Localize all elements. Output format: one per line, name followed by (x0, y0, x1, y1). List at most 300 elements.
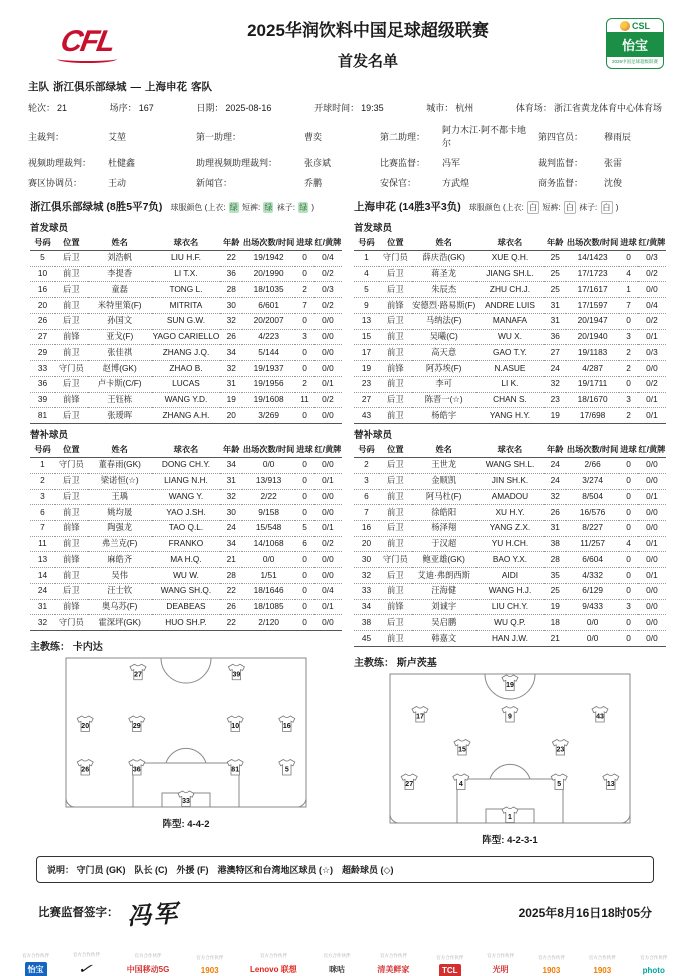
table-header-row (354, 442, 666, 458)
player-cell: 22 (220, 615, 242, 631)
official-label: 视频助理裁判： (28, 158, 92, 168)
player-cell: 2 (619, 408, 638, 424)
kit-socks-chip: 绿 (299, 203, 308, 212)
player-cell: 25 (544, 583, 566, 599)
player-cell: 4 (354, 266, 379, 282)
home-formation-label: 阵型: 4-4-2 (162, 819, 210, 831)
player-cell: 31 (220, 473, 242, 489)
player-cell: 28 (544, 552, 566, 568)
player-cell: 张瑷晖 (88, 408, 152, 424)
player-cell: 0 (295, 458, 314, 474)
column-header: 号码 (30, 235, 55, 251)
table-header-row (354, 235, 666, 251)
sponsor-caption: 官方合作伙伴 (134, 952, 162, 958)
official-value: 杜健鑫 (108, 158, 136, 168)
player-cell: 19 (544, 599, 566, 615)
player-cell: JIN SH.K. (476, 473, 545, 489)
page-title: 2025华润饮料中国足球超级联赛 (247, 21, 489, 40)
player-cell: TAO Q.L. (152, 521, 221, 537)
player-cell: 34 (220, 536, 242, 552)
player-cell: 6/601 (242, 298, 295, 314)
kit-shirt-chip: 白 (529, 203, 538, 212)
player-cell: 后卫 (55, 489, 88, 505)
player-cell: 0/0 (638, 505, 666, 521)
player-cell: 81 (30, 408, 55, 424)
sponsor-logo-text: 1903 (593, 965, 612, 975)
player-row (30, 266, 342, 282)
player-cell: HAN J.W. (476, 631, 545, 647)
official-value: 艾堃 (108, 131, 127, 142)
sponsor-caption: 官方合作伙伴 (259, 952, 287, 958)
player-cell: 0/0 (242, 458, 295, 474)
corner-arc (66, 798, 75, 807)
coach-label: 主教练： (30, 642, 70, 654)
player-cell: 19 (220, 392, 242, 408)
player-cell: 0/0 (566, 615, 619, 631)
player-row (30, 599, 342, 615)
signature-datetime: 2025年8月16日18时05分 (518, 905, 652, 920)
player-cell: 0/0 (638, 458, 666, 474)
player-cell: 阿马杜(F) (412, 489, 476, 505)
player-cell: GAO T.Y. (476, 345, 545, 361)
official-label: 赛区协调员： (28, 178, 83, 188)
jersey-number: 13 (606, 780, 615, 788)
column-header: 进球 (619, 235, 638, 251)
player-cell: 29 (30, 345, 55, 361)
player-cell: 0 (295, 489, 314, 505)
player-cell: 米特里策(F) (88, 298, 152, 314)
official-value: 冯军 (442, 158, 461, 168)
player-cell: WANG SH.Q. (152, 583, 221, 599)
player-cell: DONG CH.Y. (152, 458, 221, 474)
player-cell: 4 (619, 536, 638, 552)
titles (130, 16, 606, 71)
csl-badge-subtext: 2025中国足球超级联赛 (611, 59, 658, 64)
player-cell: 前锋 (55, 552, 88, 568)
penalty-arc (490, 764, 530, 779)
player-row (30, 298, 342, 314)
player-cell: 31 (220, 376, 242, 392)
player-cell: LI K. (476, 376, 545, 392)
official-value: 张雷 (604, 158, 623, 168)
player-cell: 17/1723 (566, 266, 619, 282)
player-cell: 23 (354, 376, 379, 392)
player-cell: 守门员 (379, 251, 412, 267)
player-cell: 22 (220, 251, 242, 267)
player-cell: YAO J.SH. (152, 505, 221, 521)
player-cell: 17/1617 (566, 282, 619, 298)
player-cell: 20/2007 (242, 313, 295, 329)
player-cell: 徐皓阳 (412, 505, 476, 521)
player-row (354, 583, 666, 599)
table-header-row (30, 235, 342, 251)
player-cell: 5 (295, 521, 314, 537)
player-cell: 前卫 (379, 345, 412, 361)
player-row (30, 489, 342, 505)
player-cell: 26 (220, 599, 242, 615)
player-cell: 27 (30, 329, 55, 345)
player-cell: 45 (354, 631, 379, 647)
sponsor-logo-text: TCL (439, 964, 461, 976)
player-cell: 前锋 (379, 361, 412, 377)
official-label: 商务监督： (538, 178, 584, 188)
player-cell: 0/1 (638, 536, 666, 552)
info-label: 轮次： (28, 103, 56, 113)
player-jersey (227, 716, 243, 732)
player-cell: 11/257 (566, 536, 619, 552)
column-header: 出场次数/时间 (566, 442, 619, 458)
player-cell: 0/0 (638, 521, 666, 537)
jersey-number: 81 (231, 766, 240, 774)
player-cell: 0/2 (314, 298, 342, 314)
player-cell: 0 (295, 408, 314, 424)
player-cell: 6/129 (566, 583, 619, 599)
player-cell: 后卫 (379, 313, 412, 329)
official-value: 沈俊 (604, 178, 623, 188)
jersey-number: 33 (182, 798, 190, 806)
player-row (354, 313, 666, 329)
column-header: 号码 (30, 442, 55, 458)
column-header: 年龄 (220, 235, 242, 251)
away-team-name-text: 上海申花 (354, 201, 396, 213)
player-cell: 0 (295, 505, 314, 521)
player-cell: 后卫 (55, 583, 88, 599)
player-cell: 汪士钦 (88, 583, 152, 599)
player-cell: 30 (220, 298, 242, 314)
player-cell: 前卫 (379, 376, 412, 392)
jersey-number: 5 (557, 780, 562, 788)
player-cell: 11 (30, 536, 55, 552)
player-cell: 0/2 (638, 376, 666, 392)
player-row (30, 251, 342, 267)
official-value: 阿力木江·阿不都卡地尔 (442, 125, 526, 148)
player-cell: 19/1956 (242, 376, 295, 392)
player-cell: 0 (295, 473, 314, 489)
player-cell: CHAN S. (476, 392, 545, 408)
player-cell: 前卫 (55, 345, 88, 361)
info-pair (28, 101, 67, 114)
player-cell: 前卫 (379, 505, 412, 521)
player-cell: 前卫 (55, 298, 88, 314)
player-cell: 1/51 (242, 568, 295, 584)
column-header: 姓名 (88, 442, 152, 458)
column-header: 年龄 (544, 235, 566, 251)
sponsor-logo (487, 953, 514, 976)
sponsor-caption: 官方合作伙伴 (22, 952, 49, 958)
info-value: 杭州 (455, 103, 474, 113)
player-cell: 16 (354, 521, 379, 537)
info-label: 日期： (196, 103, 224, 113)
player-cell: 28 (220, 568, 242, 584)
player-cell: XUE Q.H. (476, 251, 545, 267)
player-cell: 王钰栋 (88, 392, 152, 408)
sponsor-caption: 官方合作伙伴 (379, 952, 407, 958)
player-cell: 后卫 (55, 282, 88, 298)
player-cell: 前锋 (55, 392, 88, 408)
player-cell: 18 (544, 615, 566, 631)
player-row (30, 615, 342, 631)
vs-dash: — (130, 81, 141, 93)
player-cell: 高天意 (412, 345, 476, 361)
player-cell: 31 (544, 313, 566, 329)
jersey-number: 16 (282, 723, 291, 731)
player-cell: 16 (30, 282, 55, 298)
team-columns (0, 191, 690, 846)
player-cell: 杨皓宇 (412, 408, 476, 424)
info-pair (110, 101, 154, 114)
player-cell: 5/144 (242, 345, 295, 361)
player-cell: 0/0 (566, 631, 619, 647)
player-cell: 汪海健 (412, 583, 476, 599)
player-cell: 7 (619, 298, 638, 314)
player-cell: 前锋 (379, 298, 412, 314)
player-cell: 前卫 (379, 631, 412, 647)
player-cell: 20 (30, 298, 55, 314)
official-label: 比赛监督： (380, 158, 426, 168)
player-cell: YANG H.Y. (476, 408, 545, 424)
player-cell: 19 (544, 408, 566, 424)
player-cell: 0 (619, 313, 638, 329)
player-cell: ZHANG J.Q. (152, 345, 221, 361)
player-cell: 24 (30, 583, 55, 599)
player-cell: 20 (354, 536, 379, 552)
jersey-number: 1 (508, 813, 512, 821)
away-pitch (354, 671, 666, 846)
player-cell: 3/274 (566, 473, 619, 489)
player-cell: 后卫 (55, 251, 88, 267)
player-cell: 0/4 (314, 251, 342, 267)
player-cell: WANG H.J. (476, 583, 545, 599)
coach-label: 主教练： (354, 657, 394, 669)
player-cell: 后卫 (379, 266, 412, 282)
player-row (354, 298, 666, 314)
player-cell: WANG Y.D. (152, 392, 221, 408)
column-header: 年龄 (220, 442, 242, 458)
column-header: 号码 (354, 235, 379, 251)
official-value: 方武煌 (442, 178, 470, 188)
player-row (354, 282, 666, 298)
player-cell: 前锋 (55, 329, 88, 345)
player-cell: 13/913 (242, 473, 295, 489)
table-header-row (30, 442, 342, 458)
home-kit-colors (170, 202, 314, 213)
player-row (30, 536, 342, 552)
player-cell: 2 (619, 345, 638, 361)
player-cell: 后卫 (55, 473, 88, 489)
player-cell: 31 (544, 521, 566, 537)
player-jersey (502, 706, 518, 722)
player-row (30, 361, 342, 377)
player-cell: JIANG SH.L. (476, 266, 545, 282)
column-header: 年龄 (544, 442, 566, 458)
official-value: 穆雨辰 (604, 131, 632, 142)
player-cell: 27 (354, 392, 379, 408)
column-header: 姓名 (412, 442, 476, 458)
player-cell: 阿苏埃(F) (412, 361, 476, 377)
player-jersey (401, 774, 417, 790)
player-cell: 19/1711 (566, 376, 619, 392)
sponsor-logo-text: 1903 (542, 965, 561, 975)
player-cell: 0/0 (638, 631, 666, 647)
player-cell: 0 (619, 489, 638, 505)
player-cell: 21 (220, 552, 242, 568)
player-row (354, 505, 666, 521)
player-cell: WANG Y. (152, 489, 221, 505)
player-cell: 0 (619, 583, 638, 599)
player-cell: 0 (619, 568, 638, 584)
column-header: 出场次数/时间 (242, 235, 295, 251)
player-cell: 35 (544, 568, 566, 584)
player-cell: 23 (544, 392, 566, 408)
player-cell: 4/287 (566, 361, 619, 377)
player-cell: 0/4 (314, 583, 342, 599)
player-cell: DEABEAS (152, 599, 221, 615)
official-label: 第一助理： (196, 131, 242, 142)
player-cell: 吴伟 (88, 568, 152, 584)
player-row (30, 408, 342, 424)
kit-prefix: 球服颜色 (上衣: (170, 203, 226, 212)
away-pitch-diagram (384, 671, 636, 829)
away-starters-label: 首发球员 (354, 223, 393, 234)
player-cell: 30 (220, 505, 242, 521)
official-value: 乔鹏 (304, 178, 323, 188)
player-cell: 24 (544, 361, 566, 377)
player-cell: 奥乌苏(F) (88, 599, 152, 615)
away-kit-colors (469, 201, 619, 214)
player-cell: 32 (30, 615, 55, 631)
kit-shorts-chip: 绿 (264, 203, 273, 212)
player-jersey (279, 716, 295, 732)
player-row (30, 329, 342, 345)
player-cell: 43 (354, 408, 379, 424)
player-cell: 朱辰杰 (412, 282, 476, 298)
player-cell: 33 (30, 361, 55, 377)
player-cell: 10 (30, 266, 55, 282)
player-cell: 13 (354, 313, 379, 329)
player-cell: 金顺凯 (412, 473, 476, 489)
player-cell: 0/0 (314, 505, 342, 521)
player-cell: 0/0 (314, 568, 342, 584)
pitch-outline (390, 674, 630, 823)
player-cell: ZHAO B. (152, 361, 221, 377)
player-cell: 3 (619, 329, 638, 345)
home-team-name-text: 浙江俱乐部绿城 (30, 201, 104, 213)
player-cell: 刘诚宇 (412, 599, 476, 615)
player-cell: 19/1937 (242, 361, 295, 377)
column-header: 出场次数/时间 (566, 235, 619, 251)
player-cell: 赵博(GK) (88, 361, 152, 377)
player-cell: 2/22 (242, 489, 295, 505)
player-cell: AIDI (476, 568, 545, 584)
player-cell: 0/0 (638, 599, 666, 615)
player-cell: TONG L. (152, 282, 221, 298)
player-cell: 蒋圣龙 (412, 266, 476, 282)
football-icon (620, 21, 630, 31)
player-row (354, 599, 666, 615)
sponsor-logo (124, 953, 173, 976)
player-cell: 守门员 (379, 552, 412, 568)
player-row (30, 392, 342, 408)
player-cell: 5 (30, 251, 55, 267)
column-header: 号码 (354, 442, 379, 458)
sponsor-caption: 官方合作伙伴 (588, 954, 616, 960)
player-cell: 0/4 (638, 298, 666, 314)
player-jersey (279, 760, 295, 776)
away-subs-table (354, 442, 666, 647)
corner-arc (297, 798, 306, 807)
player-cell: 13 (30, 552, 55, 568)
jersey-number: 43 (596, 713, 604, 721)
player-jersey (178, 791, 194, 807)
player-cell: 0 (619, 473, 638, 489)
player-row (354, 615, 666, 631)
kit-socks-chip: 白 (602, 203, 611, 212)
jersey-number: 15 (458, 746, 466, 754)
player-row (354, 408, 666, 424)
penalty-arc (166, 749, 206, 764)
player-cell: 20/1990 (242, 266, 295, 282)
column-header: 球衣名 (476, 442, 545, 458)
player-cell: 0/0 (638, 282, 666, 298)
sponsor-logo-text: 中国移动5G (126, 964, 170, 974)
player-cell: 6 (354, 489, 379, 505)
away-formation-label: 阵型: 4-2-3-1 (482, 834, 538, 846)
player-cell: FRANKO (152, 536, 221, 552)
player-cell: 39 (30, 392, 55, 408)
player-cell: 王瑀 (88, 489, 152, 505)
player-cell: 0/0 (638, 615, 666, 631)
player-cell: 36 (220, 266, 242, 282)
player-row (354, 489, 666, 505)
player-jersey (77, 760, 93, 776)
player-cell: 34 (220, 458, 242, 474)
kit-socks-label: 袜子: (579, 203, 598, 212)
corner-arc (390, 814, 399, 823)
player-cell: 19/1183 (566, 345, 619, 361)
player-cell: 后卫 (379, 521, 412, 537)
player-cell: 18/1646 (242, 583, 295, 599)
cfl-logo-text: CFL (58, 24, 117, 58)
player-cell: 0/0 (314, 313, 342, 329)
player-row (354, 345, 666, 361)
info-value: 21 (57, 103, 68, 113)
corner-arc (621, 814, 630, 823)
jersey-number: 10 (231, 723, 240, 731)
official-label: 新闻官： (196, 178, 233, 188)
player-cell: 8/227 (566, 521, 619, 537)
player-cell: 0 (619, 376, 638, 392)
player-cell: 22 (220, 583, 242, 599)
player-cell: 0/0 (314, 458, 342, 474)
player-cell: 3 (295, 329, 314, 345)
column-header: 姓名 (88, 235, 152, 251)
player-cell: 前卫 (379, 489, 412, 505)
player-cell: 0/2 (638, 266, 666, 282)
player-row (30, 458, 342, 474)
match-info-row (0, 96, 690, 116)
player-cell: YU H.CH. (476, 536, 545, 552)
player-cell: SUN G.W. (152, 313, 221, 329)
player-cell: 18/1670 (566, 392, 619, 408)
player-cell: MA H.Q. (152, 552, 221, 568)
player-jersey (502, 675, 518, 691)
officials-grid (0, 116, 690, 191)
player-cell: BAO Y.X. (476, 552, 545, 568)
player-cell: 守门员 (55, 361, 88, 377)
player-cell: LI T.X. (152, 266, 221, 282)
player-cell: 26 (30, 313, 55, 329)
info-label: 城市： (426, 103, 454, 113)
